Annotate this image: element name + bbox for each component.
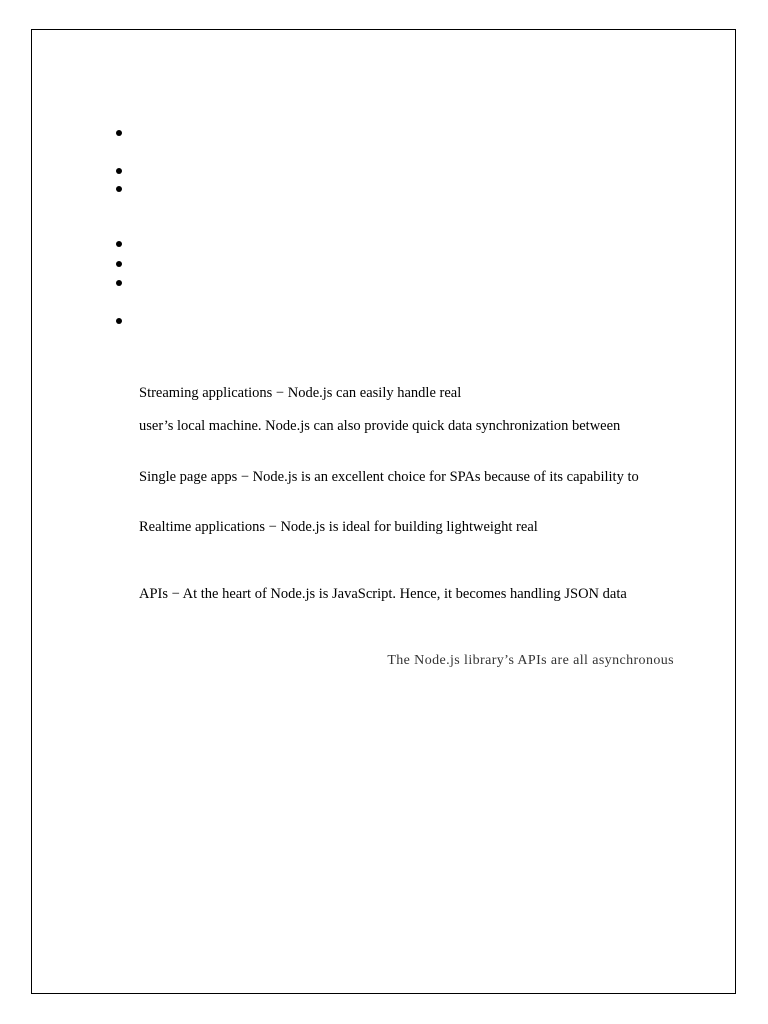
- bullet-3: [116, 186, 122, 192]
- single-page-apps-text: Single page apps − Node.js is an excellent choice for SPAs because of its capability to: [139, 469, 639, 485]
- bullet-7: [116, 318, 122, 324]
- bullet-4: [116, 241, 122, 247]
- bullet-1: [116, 130, 122, 136]
- realtime-applications-text: Realtime applications − Node.js is ideal for building lightweight real: [139, 519, 538, 535]
- bullet-5: [116, 261, 122, 267]
- bullet-2: [116, 168, 122, 174]
- local-machine-text: user’s local machine. Node.js can also provide quick data synchronization between: [139, 418, 621, 434]
- async-apis-note: The Node.js library’s APIs are all asynchronous: [387, 653, 674, 668]
- bullet-6: [116, 280, 122, 286]
- streaming-applications-text: Streaming applications − Node.js can easily handle real: [139, 385, 462, 401]
- page-border: [31, 29, 736, 994]
- apis-text: APIs − At the heart of Node.js is JavaScript. Hence, it becomes handling JSON data: [139, 586, 627, 602]
